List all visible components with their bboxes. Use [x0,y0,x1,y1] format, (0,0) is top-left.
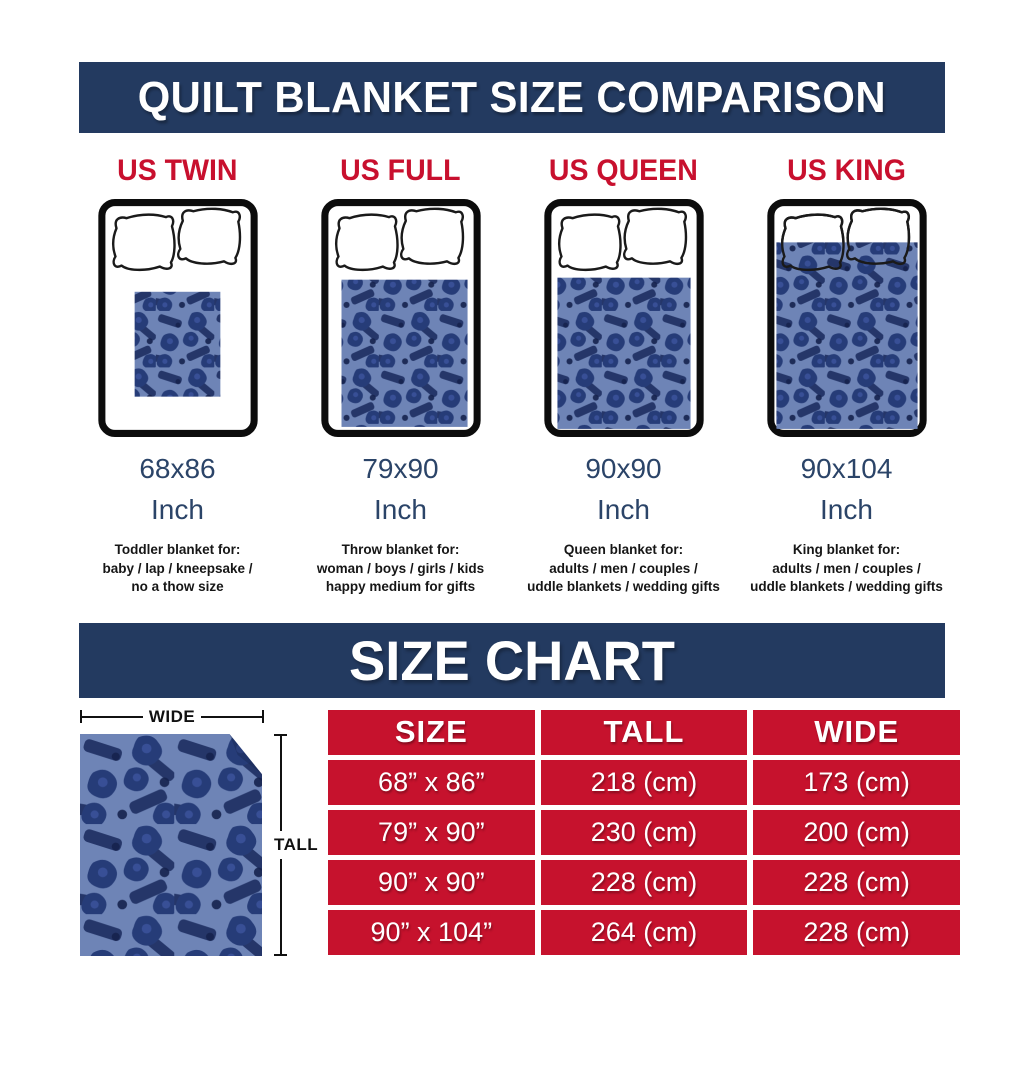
arrow-line [280,736,282,831]
table-cell-wide: 228 (cm) [753,860,960,905]
quilt-blanket-overlay [557,278,690,429]
quilt-blanket-shape [80,734,262,956]
size-description [102,541,252,597]
table-header-wide: WIDE [753,710,960,755]
quilt-blanket-overlay [341,280,467,427]
size-column-us-full [289,153,512,597]
description-line: happy medium for gifts [325,579,476,595]
table-cell-size: 68” x 86” [328,760,535,805]
infographic-page [0,62,1024,1086]
comparison-columns [66,153,958,597]
size-column-us-king [735,153,958,597]
size-chart-table [328,710,960,956]
dimension-unit: Inch [151,494,204,525]
table-cell-wide: 173 (cm) [753,760,960,805]
dimension-value: 68x86 [139,453,216,484]
description-line: Queen blanket for: [563,542,684,557]
blanket-with-wide-arrow [80,706,264,956]
size-chart-title: SIZE CHART [349,628,675,692]
table-cell-tall: 228 (cm) [541,860,748,905]
pillow-icon [623,207,687,265]
table-cell-size: 90” x 104” [328,910,535,955]
description-line: Throw blanket for: [341,542,460,557]
table-cell-wide: 228 (cm) [753,910,960,955]
size-name-label: US FULL [340,154,461,187]
dimension-unit: Inch [597,494,650,525]
arrow-end-tick [274,954,287,956]
dimension-value: 79x90 [362,453,439,484]
blanket-dimension-diagram [80,706,320,956]
pillow-icon [113,215,174,270]
table-cell-tall: 264 (cm) [541,910,748,955]
dimension-value: 90x90 [585,453,662,484]
pillow-icon [400,207,464,265]
size-name-label: US TWIN [117,154,238,187]
table-header-size: SIZE [328,710,535,755]
table-header-tall: TALL [541,710,748,755]
dimension-unit: Inch [374,494,427,525]
description-line: Toddler blanket for: [114,542,241,557]
description-line: no a thow size [131,579,224,595]
size-chart-banner [79,623,945,698]
quilt-blanket-overlay [134,292,220,397]
bed-illustration-king [766,198,928,438]
size-name-label: US KING [787,154,906,187]
table-cell-wide: 200 (cm) [753,810,960,855]
arrow-line [201,716,262,718]
size-column-us-queen [512,153,735,597]
pillow-icon [559,215,620,270]
description-line: uddle blankets / wedding gifts [527,579,720,595]
dimension-unit: Inch [820,494,873,525]
arrow-line [280,859,282,954]
pillow-icon [177,207,241,265]
size-chart-section [80,706,960,956]
table-cell-size: 79” x 90” [328,810,535,855]
dimension-value: 90x104 [800,453,893,484]
wide-dimension-arrow [80,706,264,726]
bed-illustration-queen [543,198,705,438]
tall-label: TALL [274,834,319,854]
bed-illustration-full [320,198,482,438]
description-line: adults / men / couples / [772,560,921,576]
blanket-swatch [80,734,262,956]
table-cell-tall: 218 (cm) [541,760,748,805]
size-description [317,541,484,597]
table-cell-size: 90” x 90” [328,860,535,905]
size-description [527,541,720,597]
size-column-us-twin [66,153,289,597]
size-description [750,541,943,597]
table-cell-tall: 230 (cm) [541,810,748,855]
arrow-end-tick [262,710,264,723]
description-line: woman / boys / girls / kids [316,560,485,576]
description-line: uddle blankets / wedding gifts [750,579,943,595]
description-line: baby / lap / kneepsake / [102,560,253,576]
bed-illustration-twin [97,198,259,438]
quilt-blanket-overlay [776,242,917,429]
size-name-label: US QUEEN [549,154,698,187]
tall-dimension-arrow [274,734,320,956]
wide-label: WIDE [148,706,196,726]
description-line: adults / men / couples / [549,560,698,576]
description-line: King blanket for: [792,542,901,557]
page-title: QUILT BLANKET SIZE COMPARISON [137,72,887,122]
pillow-icon [336,215,397,270]
arrow-line [82,716,143,718]
title-banner [79,62,945,133]
